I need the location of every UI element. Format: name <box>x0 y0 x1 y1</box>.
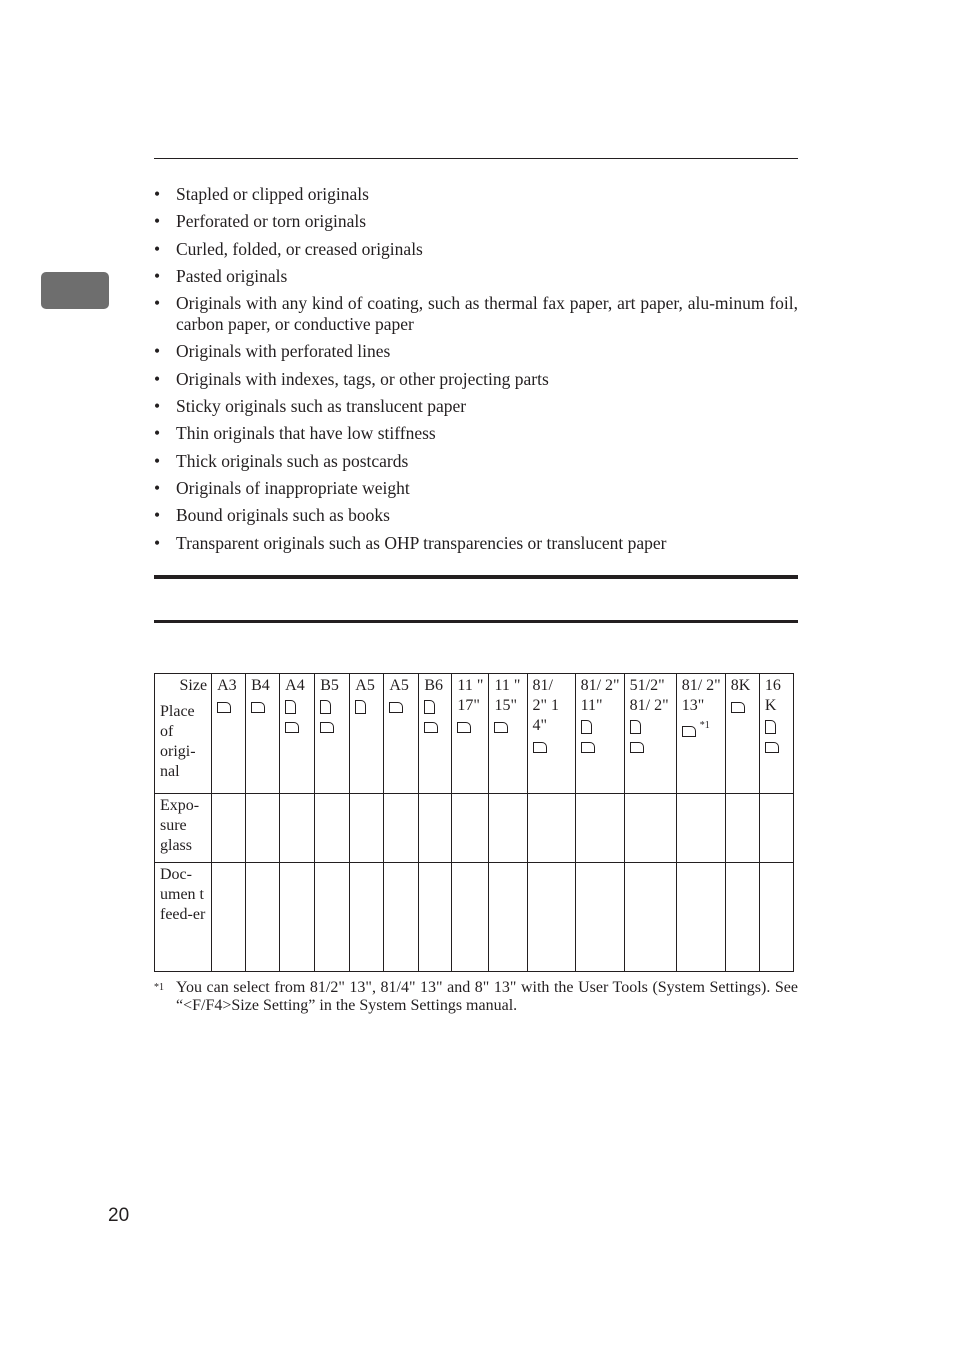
column-header: 16 K <box>759 674 793 794</box>
landscape-paper-icon <box>630 742 644 753</box>
portrait-paper-icon <box>630 720 641 734</box>
landscape-paper-icon <box>494 722 508 733</box>
list-item: • Originals with any kind of coating, such as thermal fax paper, art paper, alu-minum foil, carbon paper, or conductive paper <box>154 293 798 335</box>
list-item: • Thick originals such as postcards <box>154 450 409 471</box>
portrait-paper-icon <box>765 720 776 734</box>
landscape-paper-icon <box>731 702 745 713</box>
portrait-paper-icon <box>285 700 296 714</box>
footnote-ref: *1 <box>699 720 710 731</box>
footnote-text: You can select from 81/2" 13", 81/4" 13" and 8" 13" with the User Tools (System Settings). See “<F/F4>Size Setting” in the System Settings manual. <box>176 979 798 1014</box>
section-rule <box>154 620 798 623</box>
portrait-paper-icon <box>424 700 435 714</box>
list-item: • Originals of inappropriate weight <box>154 477 410 498</box>
row-header: Expo-sure glass <box>155 794 212 863</box>
portrait-paper-icon <box>581 720 592 734</box>
landscape-paper-icon <box>682 726 696 737</box>
list-item: • Stapled or clipped originals <box>154 184 369 204</box>
column-header: 81/ 2" 13" $^{*1}$ <box>676 674 725 794</box>
table-header-row <box>155 674 794 794</box>
column-header: 11 " 15" <box>489 674 527 794</box>
landscape-paper-icon <box>457 722 471 733</box>
column-header: A5 <box>350 674 384 794</box>
landscape-paper-icon <box>389 702 403 713</box>
landscape-paper-icon <box>533 742 547 753</box>
column-header: A5 <box>384 674 419 794</box>
size-table <box>154 673 794 972</box>
list-item: • Originals with perforated lines <box>154 341 391 362</box>
column-header: B6 <box>419 674 452 794</box>
footnote-mark: *1 <box>154 982 164 993</box>
chapter-tab <box>41 272 109 309</box>
column-header: A3 <box>212 674 246 794</box>
column-header: B5 <box>315 674 350 794</box>
column-header: 8K <box>725 674 759 794</box>
list-item: • Thin originals that have low stiffness <box>154 423 436 444</box>
footnote <box>154 979 798 1015</box>
list-item: • Pasted originals <box>154 265 288 286</box>
landscape-paper-icon <box>251 702 265 713</box>
list-item: • Bound originals such as books <box>154 505 390 526</box>
column-header: 51/2" 81/ 2" <box>624 674 676 794</box>
page-number: 20 <box>108 1205 130 1226</box>
bullet-list <box>154 184 804 560</box>
landscape-paper-icon <box>285 722 299 733</box>
size-label: Size <box>179 677 208 694</box>
row-header: Doc-umen t feed-er <box>155 863 212 972</box>
portrait-paper-icon <box>355 700 366 714</box>
column-header: B4 <box>246 674 280 794</box>
corner-cell <box>155 674 212 794</box>
landscape-paper-icon <box>765 742 779 753</box>
list-item: • Perforated or torn originals <box>154 211 367 232</box>
portrait-paper-icon <box>320 700 331 714</box>
column-header: A4 <box>280 674 315 794</box>
landscape-paper-icon <box>424 722 438 733</box>
header-rule <box>154 158 798 159</box>
column-header: 81/ 2" 14" <box>527 674 575 794</box>
section-rule <box>154 575 798 579</box>
landscape-paper-icon <box>581 742 595 753</box>
table-row <box>155 863 794 972</box>
column-header: 81/ 2" 11" <box>575 674 624 794</box>
list-item: • Curled, folded, or creased originals <box>154 238 423 259</box>
column-header: 11 " 17" <box>452 674 489 794</box>
list-item: • Sticky originals such as translucent paper <box>154 396 467 417</box>
table-row <box>155 794 794 863</box>
landscape-paper-icon <box>320 722 334 733</box>
list-item: • Transparent originals such as OHP transparencies or translucent paper <box>154 532 667 553</box>
landscape-paper-icon <box>217 702 231 713</box>
place-label: Place of origi-nal <box>160 703 196 780</box>
list-item: • Originals with indexes, tags, or other projecting parts <box>154 368 549 389</box>
